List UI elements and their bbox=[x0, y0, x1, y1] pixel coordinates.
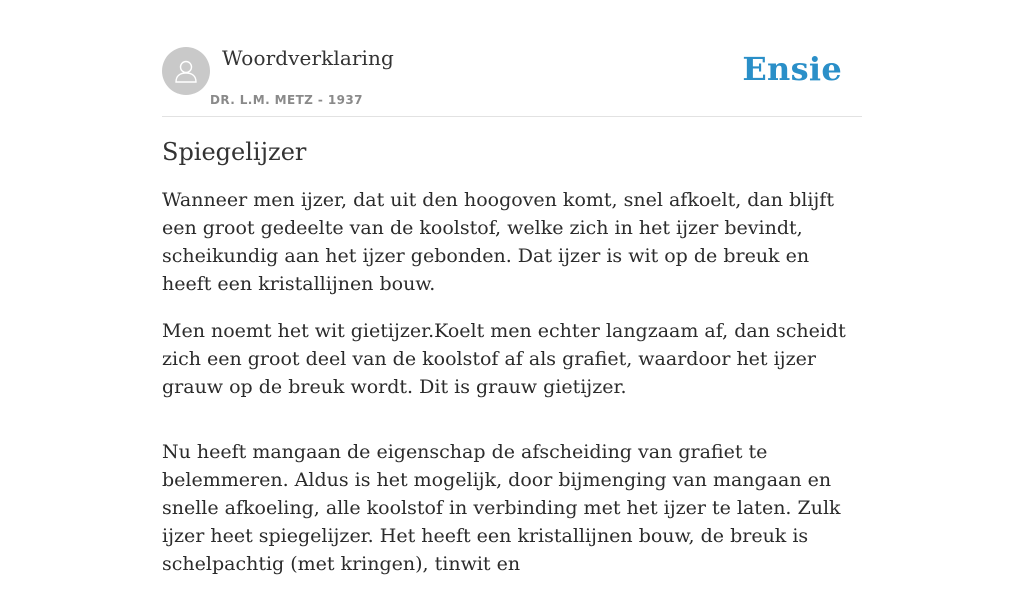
user-icon bbox=[171, 56, 201, 86]
header-title: Woordverklaring bbox=[222, 46, 394, 70]
avatar[interactable] bbox=[162, 47, 210, 95]
article bbox=[162, 138, 862, 597]
author-meta bbox=[210, 93, 363, 107]
paragraph: Men noemt het wit gietijzer.Koelt men echter langzaam af, dan scheidt zich een groot deel van de koolstof af als grafiet, waardoor het ijzer grauw op de breuk wordt. Dit is grauw gietijzer. bbox=[162, 320, 846, 398]
publication-year: 1937 bbox=[327, 93, 363, 107]
meta-separator: - bbox=[317, 93, 324, 107]
paragraph: Nu heeft mangaan de eigenschap de afscheiding van grafiet te belemmeren. Aldus is het mogelijk, door bijmenging van mangaan en snelle afkoeling, alle koolstof in verbinding met het ijzer te laten. Zulk ijzer heet spiegelijzer. Het heeft een kristallijnen bouw, de breuk is schelpachtig (met kringen), tinwit en bbox=[162, 441, 841, 575]
header bbox=[162, 40, 862, 117]
paragraph: Wanneer men ijzer, dat uit den hoogoven komt, snel afkoelt, dan blijft een groot gedeelte van de koolstof, welke zich in het ijzer bevindt, scheikundig aan het ijzer gebonden. Dat ijzer is wit op de breuk en heeft een kristallijnen bouw. bbox=[162, 189, 834, 295]
entry-title: Spiegelijzer bbox=[162, 138, 307, 166]
author-name[interactable]: DR. L.M. METZ bbox=[210, 93, 314, 107]
brand-logo[interactable]: Ensie bbox=[742, 50, 842, 88]
